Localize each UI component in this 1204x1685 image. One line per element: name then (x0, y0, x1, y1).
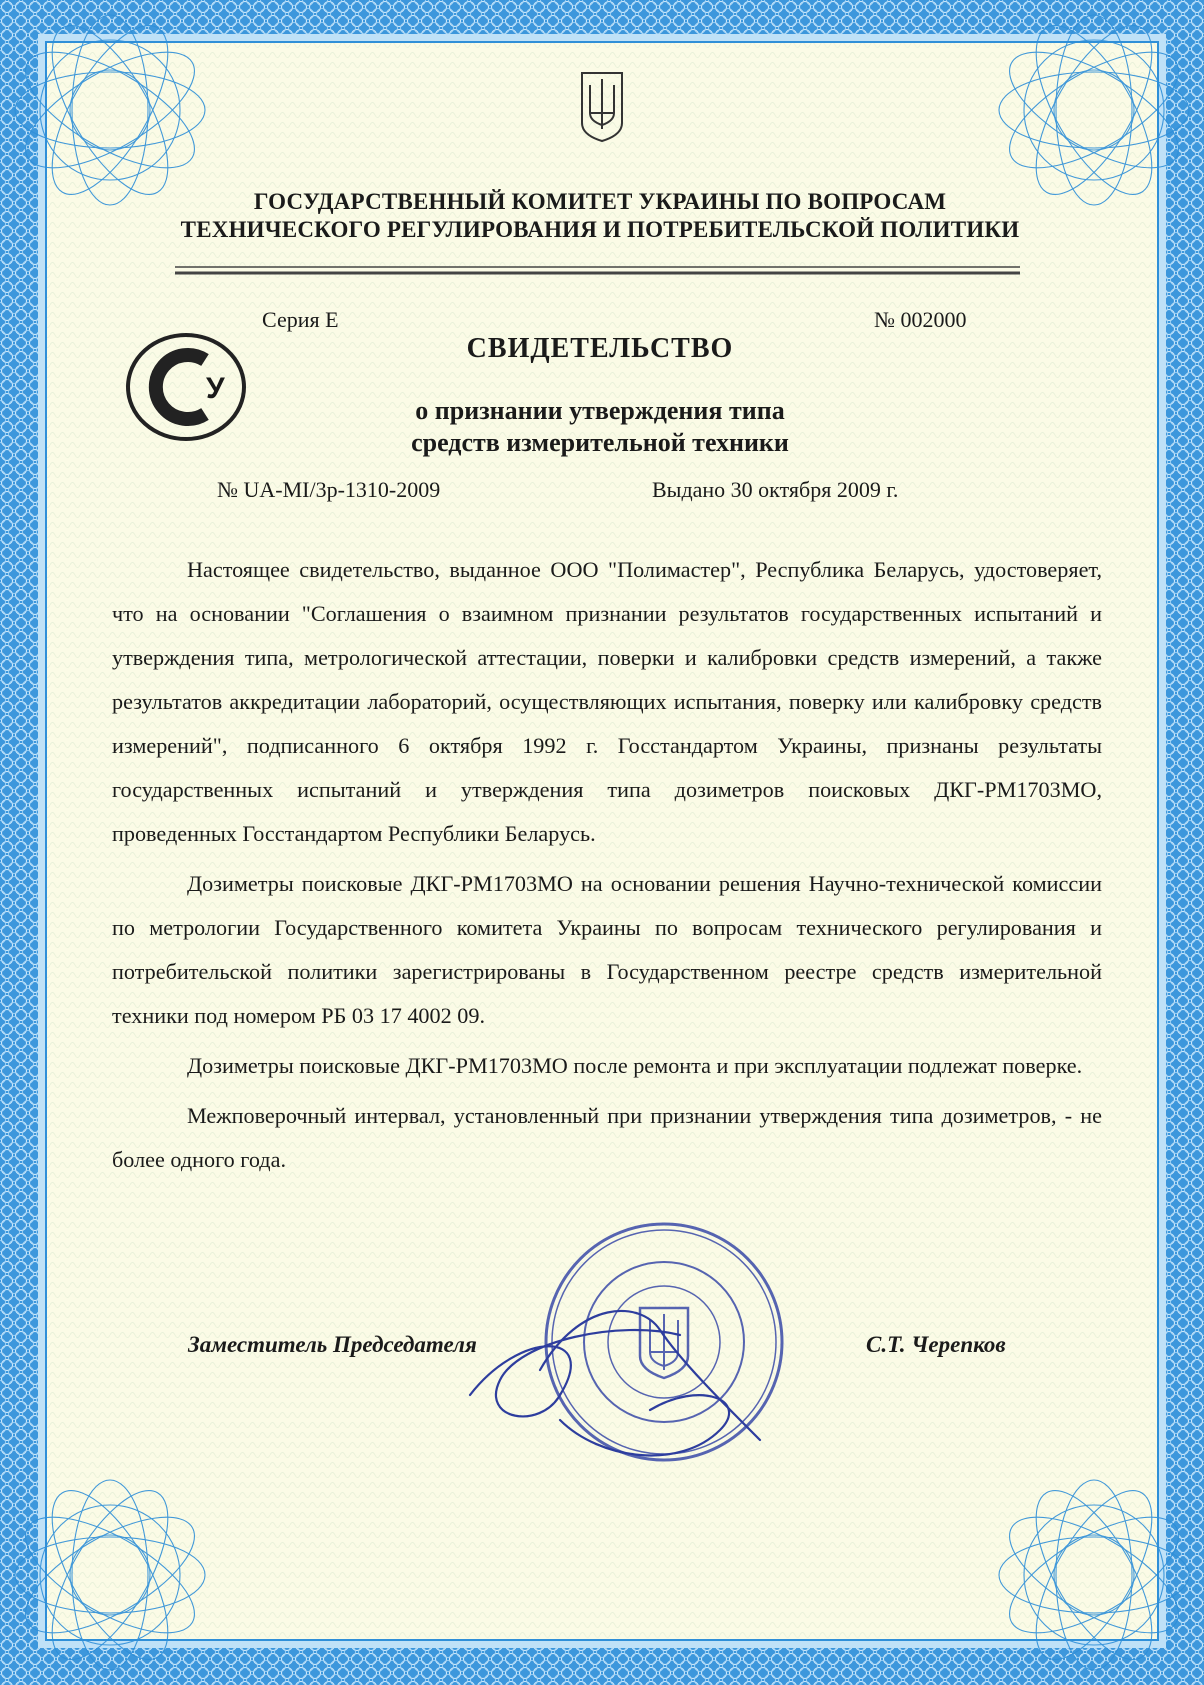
certificate-number: № 002000 (874, 307, 967, 332)
body-paragraph-3: Дозиметры поисковые ДКГ-РМ1703МО после ремонта и при эксплуатации подлежат поверке. (187, 1053, 1083, 1078)
certificate-body (112, 548, 1102, 1188)
signatory-name: С.Т. Черепков (866, 1332, 1006, 1357)
organization-line-1: ГОСУДАРСТВЕННЫЙ КОМИТЕТ УКРАИНЫ ПО ВОПРОСАМ (253, 189, 947, 214)
registration-number: № UA-MI/3р-1310-2009 (217, 477, 441, 502)
certificate-subtitle-line-1: о признании утверждения типа (415, 396, 785, 425)
certificate-title: СВИДЕТЕЛЬСТВО (466, 333, 734, 364)
signatory-role: Заместитель Председателя (188, 1332, 477, 1357)
body-paragraph-1: Настоящее свидетельство, выданное ООО "Полимастер", Республика Беларусь, удостоверяет, что на основании "Соглашения о взаимном признании результатов государственных испытаний и утверждения типа, метрологической аттестации, поверки и калибровки средств измерений, а также результатов аккредитации лабораторий, осуществляющих испытания, поверку или калибровку средств измерений", подписанного 6 октября 1992 г. Госстандартом Украины, признаны результаты государственных испытаний и утверждения типа дозиметров поисковых ДКГ-РМ1703МО, проведенных Госстандартом Республики Беларусь. (112, 557, 1102, 846)
issue-date: Выдано 30 октября 2009 г. (652, 477, 899, 502)
body-paragraph-2: Дозиметры поисковые ДКГ-РМ1703МО на основании решения Научно-технической комиссии по метрологии Государственного комитета Украины по вопросам технического регулирования и потребительской политики зарегистрированы в Государственном реестре средств измерительной техники под номером РБ 03 17 4002 09. (112, 871, 1102, 1028)
body-paragraph-4: Межповерочный интервал, установленный при признании утверждения типа дозиметров, - не более одного года. (112, 1103, 1102, 1172)
certificate-subtitle-line-2: средств измерительной техники (411, 428, 789, 457)
certificate-series: Серия Е (262, 307, 339, 332)
organization-line-2: ТЕХНИЧЕСКОГО РЕГУЛИРОВАНИЯ И ПОТРЕБИТЕЛЬСКОЙ ПОЛИТИКИ (180, 217, 1020, 242)
certification-logo-letter: У (206, 372, 225, 405)
